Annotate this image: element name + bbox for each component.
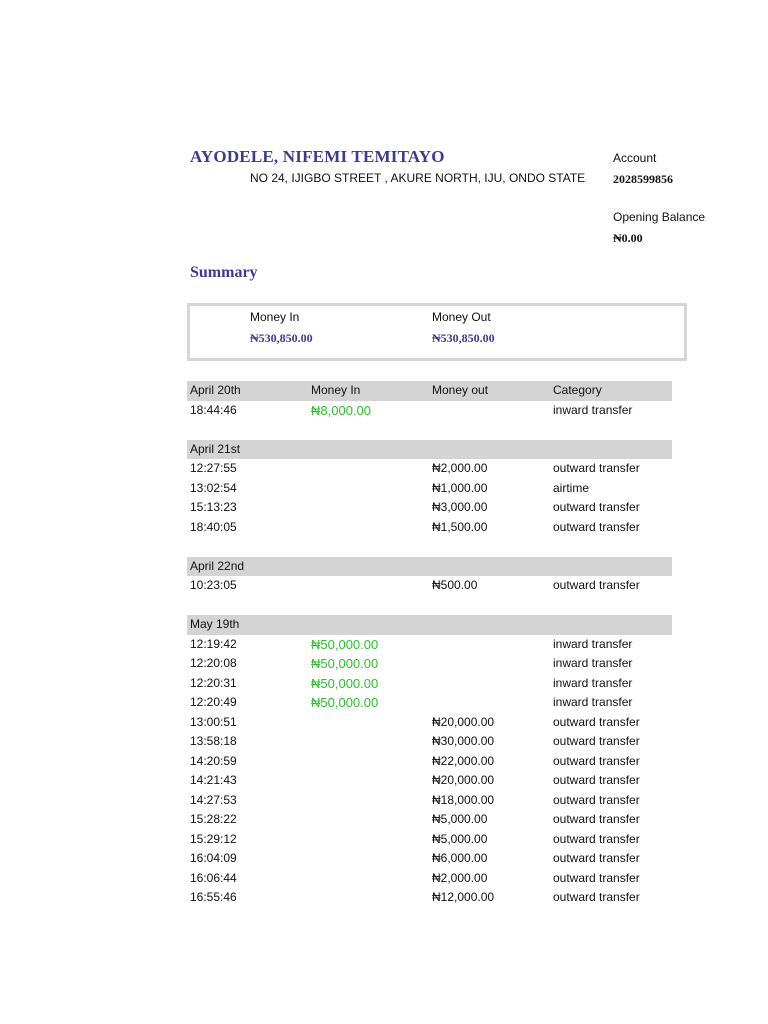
date-label: May 19th xyxy=(190,617,240,631)
transaction-row xyxy=(187,693,672,713)
column-money-in: Money In xyxy=(311,383,361,397)
date-label: April 22nd xyxy=(190,558,245,573)
money-out-amount: ₦30,000.00 xyxy=(432,734,495,748)
transaction-time: 18:44:46 xyxy=(190,402,237,417)
transaction-category: inward transfer xyxy=(553,656,633,670)
transaction-time: 14:21:43 xyxy=(190,773,237,787)
transaction-row xyxy=(187,674,672,694)
transaction-time: 12:19:42 xyxy=(190,636,237,651)
money-out-amount: ₦22,000.00 xyxy=(432,753,495,768)
transaction-time: 15:29:12 xyxy=(190,831,237,846)
transaction-category: outward transfer xyxy=(553,714,640,729)
money-in-amount: ₦50,000.00 xyxy=(311,656,379,671)
money-out-amount: ₦1,000.00 xyxy=(432,480,488,495)
money-out-amount: ₦6,000.00 xyxy=(432,851,488,865)
money-out-amount: ₦20,000.00 xyxy=(432,714,495,729)
transaction-time: 16:04:09 xyxy=(190,851,237,865)
transaction-time: 18:40:05 xyxy=(190,519,237,534)
transaction-category: outward transfer xyxy=(553,851,640,865)
transaction-time: 13:02:54 xyxy=(190,480,237,495)
transaction-row xyxy=(187,635,672,655)
transaction-row xyxy=(187,849,672,869)
money-out-amount: ₦5,000.00 xyxy=(432,831,488,846)
transaction-category: outward transfer xyxy=(553,753,640,768)
summary-title: Summary xyxy=(190,264,258,281)
transaction-category: inward transfer xyxy=(553,402,633,417)
money-in-amount: ₦50,000.00 xyxy=(311,695,379,710)
money-out-amount: ₦500.00 xyxy=(432,578,478,592)
group-spacer xyxy=(187,537,672,557)
transaction-category: outward transfer xyxy=(553,519,640,534)
date-header-row xyxy=(187,615,672,635)
money-in-amount: ₦8,000.00 xyxy=(311,402,371,418)
money-out-amount: ₦2,000.00 xyxy=(432,870,488,885)
account-label: Account xyxy=(613,151,657,165)
transaction-time: 14:27:53 xyxy=(190,792,237,807)
transaction-category: outward transfer xyxy=(553,461,640,475)
money-out-amount: ₦2,000.00 xyxy=(432,461,488,475)
account-holder-address: NO 24, IJIGBO STREET , AKURE NORTH, IJU, ONDO STATE xyxy=(250,171,586,185)
transaction-row xyxy=(187,888,672,908)
transaction-time: 15:28:22 xyxy=(190,812,237,826)
transaction-time: 12:20:49 xyxy=(190,695,237,709)
date-header-row xyxy=(187,440,672,460)
transaction-category: outward transfer xyxy=(553,792,640,807)
column-money-out: Money out xyxy=(432,383,489,397)
date-header-row xyxy=(187,557,672,577)
transaction-row xyxy=(187,713,672,733)
transaction-category: outward transfer xyxy=(553,870,640,885)
money-out-amount: ₦1,500.00 xyxy=(432,519,488,534)
transaction-category: inward transfer xyxy=(553,636,633,651)
transaction-time: 12:27:55 xyxy=(190,461,237,475)
transaction-row xyxy=(187,732,672,752)
opening-balance-label: Opening Balance xyxy=(613,210,706,224)
transaction-time: 16:55:46 xyxy=(190,890,237,904)
money-out-amount: ₦3,000.00 xyxy=(432,500,488,514)
opening-balance-value: ₦0.00 xyxy=(613,231,643,245)
transaction-category: outward transfer xyxy=(553,890,640,904)
date-header-row xyxy=(187,381,672,401)
transaction-category: outward transfer xyxy=(553,831,640,846)
transaction-time: 14:20:59 xyxy=(190,753,237,768)
column-category: Category xyxy=(553,383,602,397)
summary-money-out-label: Money Out xyxy=(432,310,491,324)
money-in-amount: ₦50,000.00 xyxy=(311,675,379,691)
money-out-amount: ₦18,000.00 xyxy=(432,792,495,807)
transaction-category: inward transfer xyxy=(553,675,633,690)
group-spacer xyxy=(187,420,672,440)
summary-money-out-value: ₦530,850.00 xyxy=(432,331,495,345)
transaction-category: inward transfer xyxy=(553,695,633,709)
transaction-category: outward transfer xyxy=(553,500,640,514)
date-label: April 20th xyxy=(190,383,241,397)
transaction-row xyxy=(187,459,672,479)
transaction-category: outward transfer xyxy=(553,734,640,748)
date-label: April 21st xyxy=(190,441,241,456)
transaction-row xyxy=(187,576,672,596)
transaction-time: 12:20:08 xyxy=(190,656,237,670)
transaction-category: outward transfer xyxy=(553,578,640,592)
summary-money-in-label: Money In xyxy=(250,310,300,324)
transaction-time: 12:20:31 xyxy=(190,675,237,690)
money-out-amount: ₦12,000.00 xyxy=(432,890,495,904)
money-out-amount: ₦20,000.00 xyxy=(432,773,495,787)
transaction-category: outward transfer xyxy=(553,773,640,787)
transaction-row xyxy=(187,498,672,518)
transaction-time: 13:58:18 xyxy=(190,734,237,748)
transaction-row xyxy=(187,791,672,811)
account-holder-name: AYODELE, NIFEMI TEMITAYO xyxy=(190,147,445,166)
transaction-row xyxy=(187,479,672,499)
account-number: 2028599856 xyxy=(613,172,673,186)
summary-box xyxy=(187,303,687,361)
transaction-row xyxy=(187,810,672,830)
transaction-row xyxy=(187,752,672,772)
money-in-amount: ₦50,000.00 xyxy=(311,636,379,652)
transaction-category: airtime xyxy=(553,480,590,495)
transaction-row xyxy=(187,830,672,850)
transaction-row xyxy=(187,518,672,538)
transaction-time: 15:13:23 xyxy=(190,500,237,514)
group-spacer xyxy=(187,596,672,616)
transaction-row xyxy=(187,869,672,889)
money-out-amount: ₦5,000.00 xyxy=(432,812,488,826)
summary-money-in-value: ₦530,850.00 xyxy=(250,331,313,345)
transaction-category: outward transfer xyxy=(553,812,640,826)
transaction-row xyxy=(187,771,672,791)
transaction-time: 10:23:05 xyxy=(190,578,237,592)
transaction-row xyxy=(187,401,672,421)
transaction-time: 16:06:44 xyxy=(190,870,237,885)
transaction-ledger xyxy=(187,381,672,908)
transaction-row xyxy=(187,654,672,674)
transaction-time: 13:00:51 xyxy=(190,714,237,729)
